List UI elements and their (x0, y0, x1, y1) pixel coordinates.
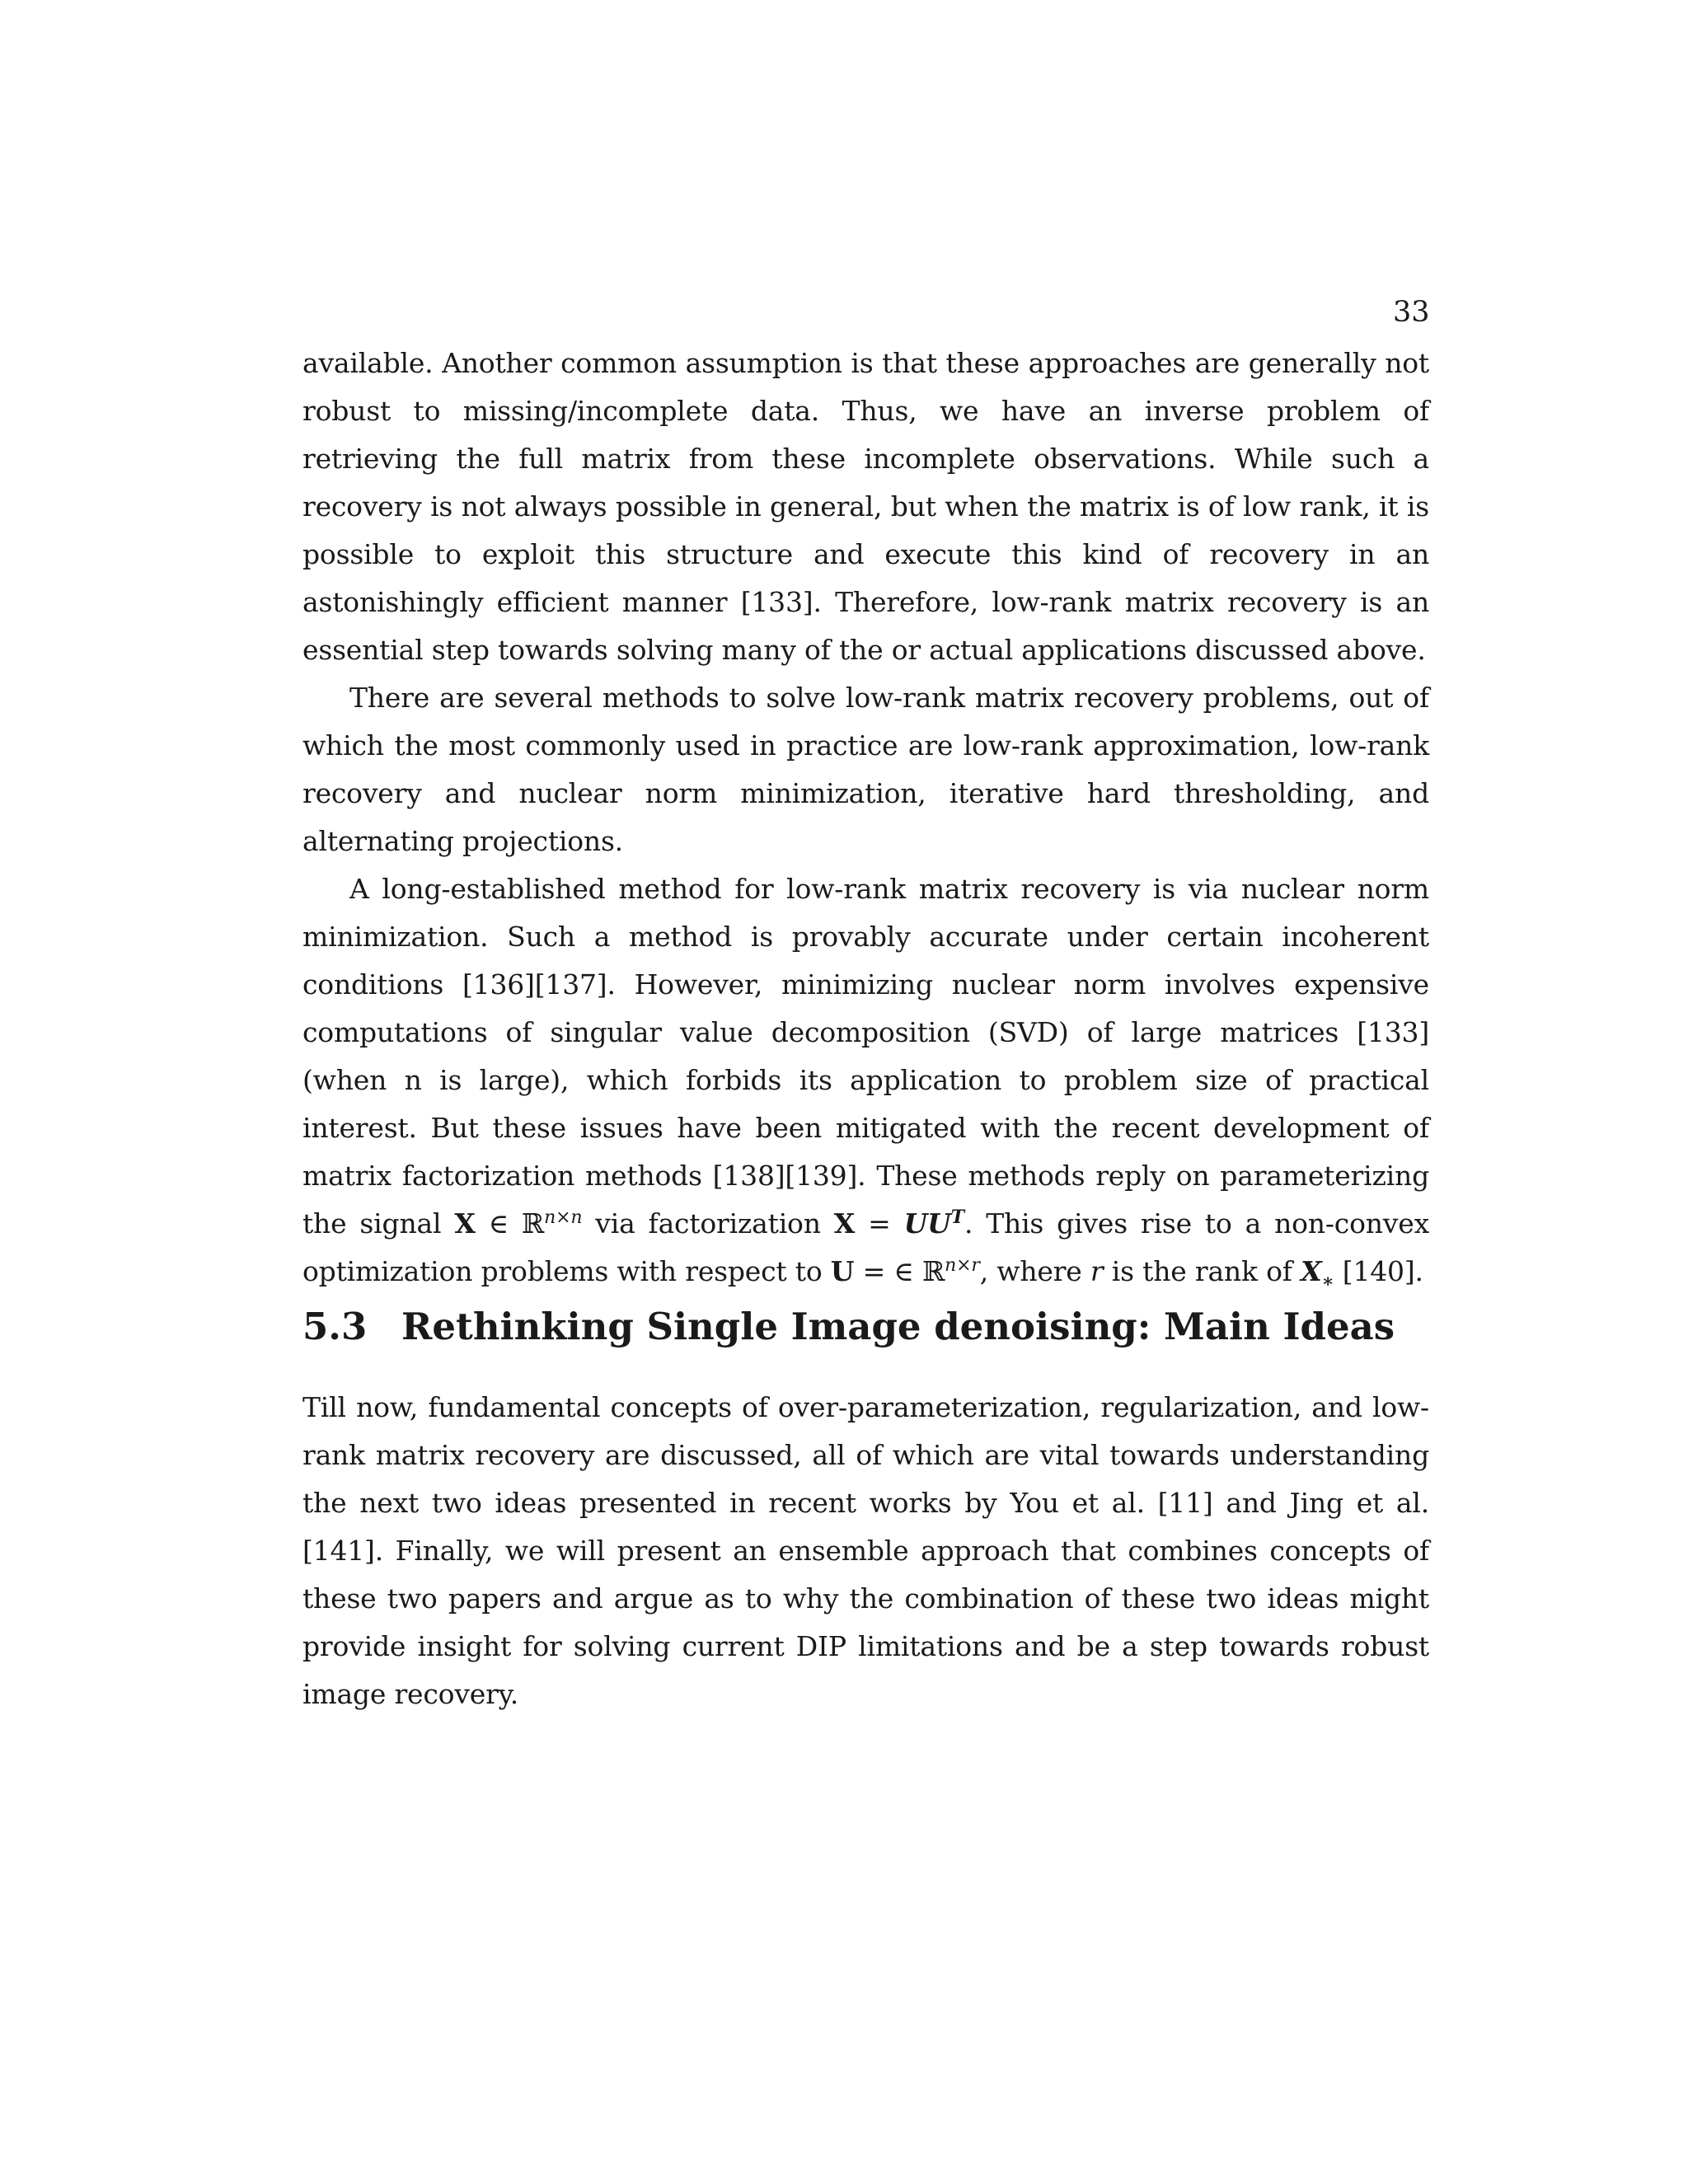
page-number: 33 (1393, 296, 1430, 329)
math-superscript-nxr: n×r (945, 1255, 980, 1276)
math-symbol-X-star: X (1301, 1255, 1322, 1287)
section-number: 5.3 (302, 1305, 368, 1348)
section-title: Rethinking Single Image denoising: Main Ideas (401, 1305, 1395, 1348)
paragraph-3-text-9: [140]. (1334, 1255, 1423, 1287)
paragraph-3-text-5: . This gives rise to a non-convex optimization problems with respect to (302, 1207, 1429, 1287)
paragraph-3-text-4: = (855, 1207, 904, 1240)
paragraph-3-text-1: A long-established method for low-rank matrix recovery is via nuclear norm minimization. Such a method is provably accurate under certain incoherent conditions [136][137]. However, minimizing nuclear norm involves expensive computations of singular value decomposition (SVD) of large matrices [133] (when n is large), which forbids its application to problem size of practical interest. But these issues have been mitigated with the recent development of matrix factorization methods [138][139]. These methods reply on parameterizing the signal (302, 873, 1429, 1240)
section-heading (302, 1301, 1429, 1353)
math-symbol-X-2: X (833, 1207, 856, 1240)
math-symbol-X: X (454, 1207, 476, 1240)
paragraph-3-text-8: is the rank of (1103, 1255, 1301, 1287)
paragraph-3-text-7: , where (979, 1255, 1090, 1287)
math-symbol-UU: UU (903, 1207, 951, 1240)
paragraph-1: available. Another common assumption is that these approaches are generally not robust to missing/incomplete data. Thus, we have an inverse problem of retrieving the full matrix from these incomplete observations. While such a recovery is not always possible in general, but when the matrix is of low rank, it is possible to exploit this structure and execute this kind of recovery in an astonishingly efficient manner [133]. Therefore, low-rank matrix recovery is an essential step towards solving many of the or actual applications discussed above. (302, 347, 1429, 666)
body-text-top (302, 340, 1429, 1296)
math-superscript-T: T (950, 1207, 964, 1228)
paragraph-2: There are several methods to solve low-rank matrix recovery problems, out of which the most commonly used in practice are low-rank approximation, low-rank recovery and nuclear norm minimization, iterative hard thresholding, and alternating projections. (302, 682, 1429, 857)
paragraph-3-text-3: via factorization (582, 1207, 834, 1240)
paragraph-3-text-2: ∈ ℝ (475, 1207, 545, 1240)
paragraph-4: Till now, fundamental concepts of over-parameterization, regularization, and low-rank matrix recovery are discussed, all of which are vital towards understanding the next two ideas presented in recent works by You et al. [11] and Jing et al. [141]. Finally, we will present an ensemble approach that combines concepts of these two papers and argue as to why the combination of these two ideas might provide insight for solving current DIP limitations and be a step towards robust image recovery. (302, 1391, 1429, 1710)
math-superscript-nxn: n×n (544, 1207, 583, 1228)
math-symbol-U: U (830, 1255, 855, 1287)
paragraph-3 (302, 865, 1429, 1296)
paragraph-3-text-6: = ∈ ℝ (854, 1255, 945, 1287)
math-symbol-r: r (1090, 1255, 1104, 1287)
body-text-bottom (302, 1384, 1429, 1718)
math-subscript-star: ∗ (1321, 1270, 1334, 1292)
